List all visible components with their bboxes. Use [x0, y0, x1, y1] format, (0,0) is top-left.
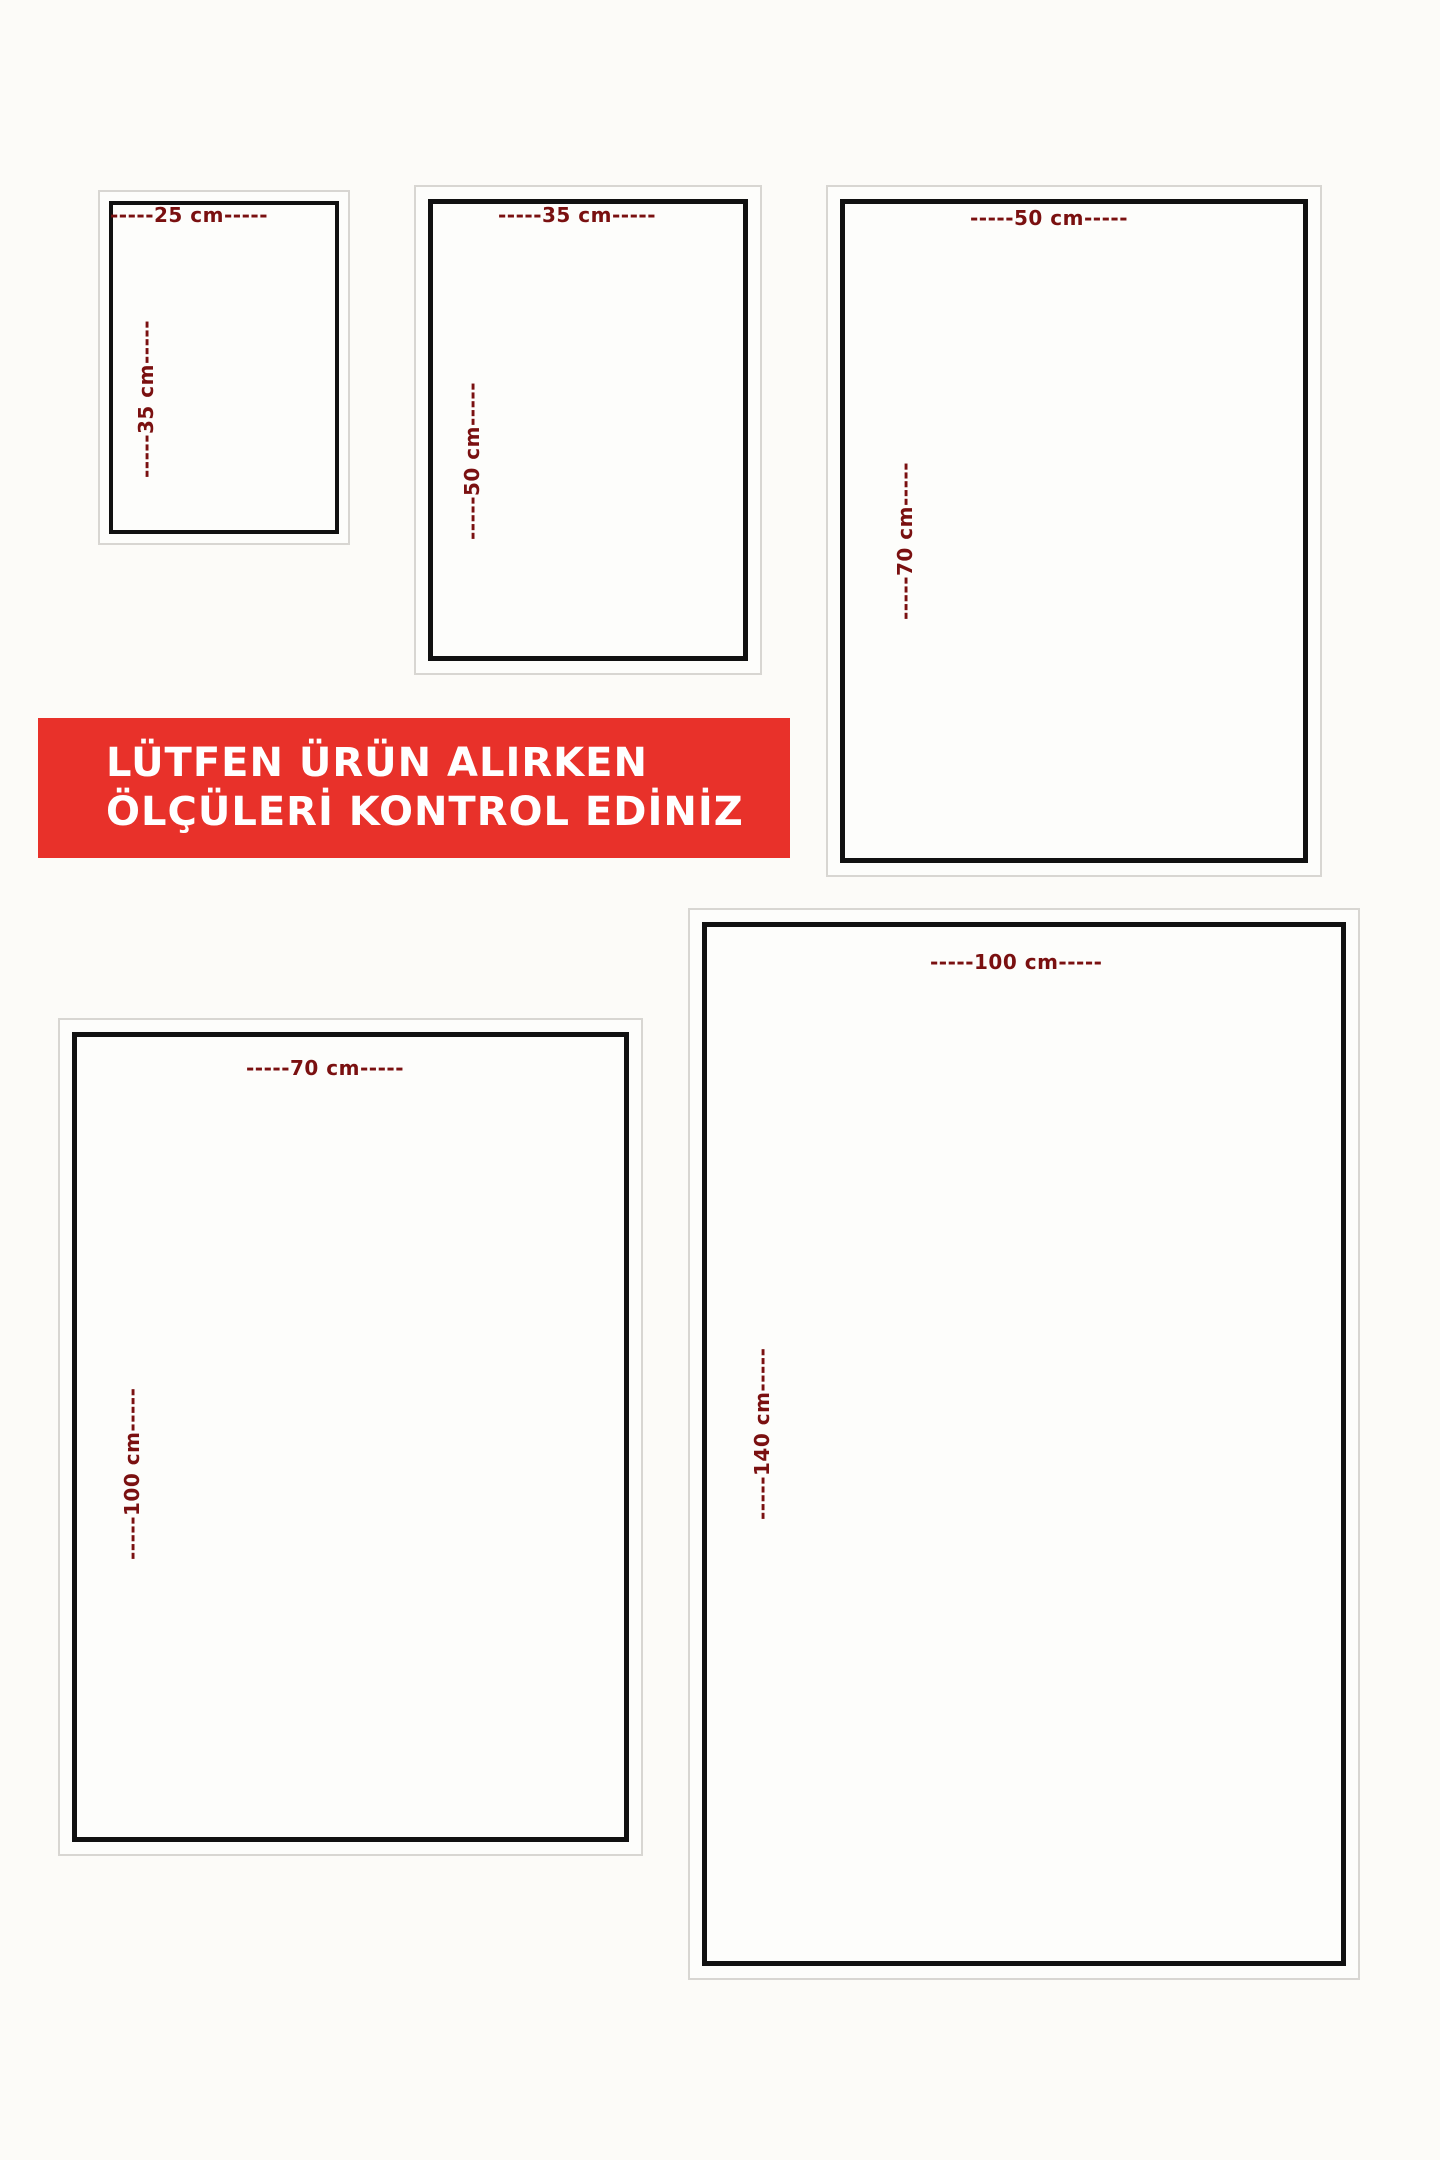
frame-100x140-inner [702, 922, 1346, 1966]
frame-25x35-height-label: -----35 cm----- [134, 320, 158, 478]
frame-25x35-width-label: -----25 cm----- [110, 203, 268, 227]
warning-line-2: ÖLÇÜLERİ KONTROL EDİNİZ [106, 789, 744, 835]
warning-banner [38, 718, 790, 858]
frame-35x50-height-label: -----50 cm----- [460, 382, 484, 540]
frame-70x100-inner [72, 1032, 629, 1842]
frame-70x100-height-label: -----100 cm----- [120, 1387, 144, 1560]
frame-35x50-width-label: -----35 cm----- [498, 203, 656, 227]
warning-line-1: LÜTFEN ÜRÜN ALIRKEN [106, 740, 648, 787]
frame-70x100 [58, 1018, 643, 1856]
frame-70x100-width-label: -----70 cm----- [246, 1056, 404, 1080]
frame-50x70-height-label: -----70 cm----- [893, 462, 917, 620]
frame-100x140 [688, 908, 1360, 1980]
frame-50x70-width-label: -----50 cm----- [970, 206, 1128, 230]
frame-100x140-height-label: -----140 cm----- [750, 1347, 774, 1520]
frame-100x140-width-label: -----100 cm----- [930, 950, 1103, 974]
